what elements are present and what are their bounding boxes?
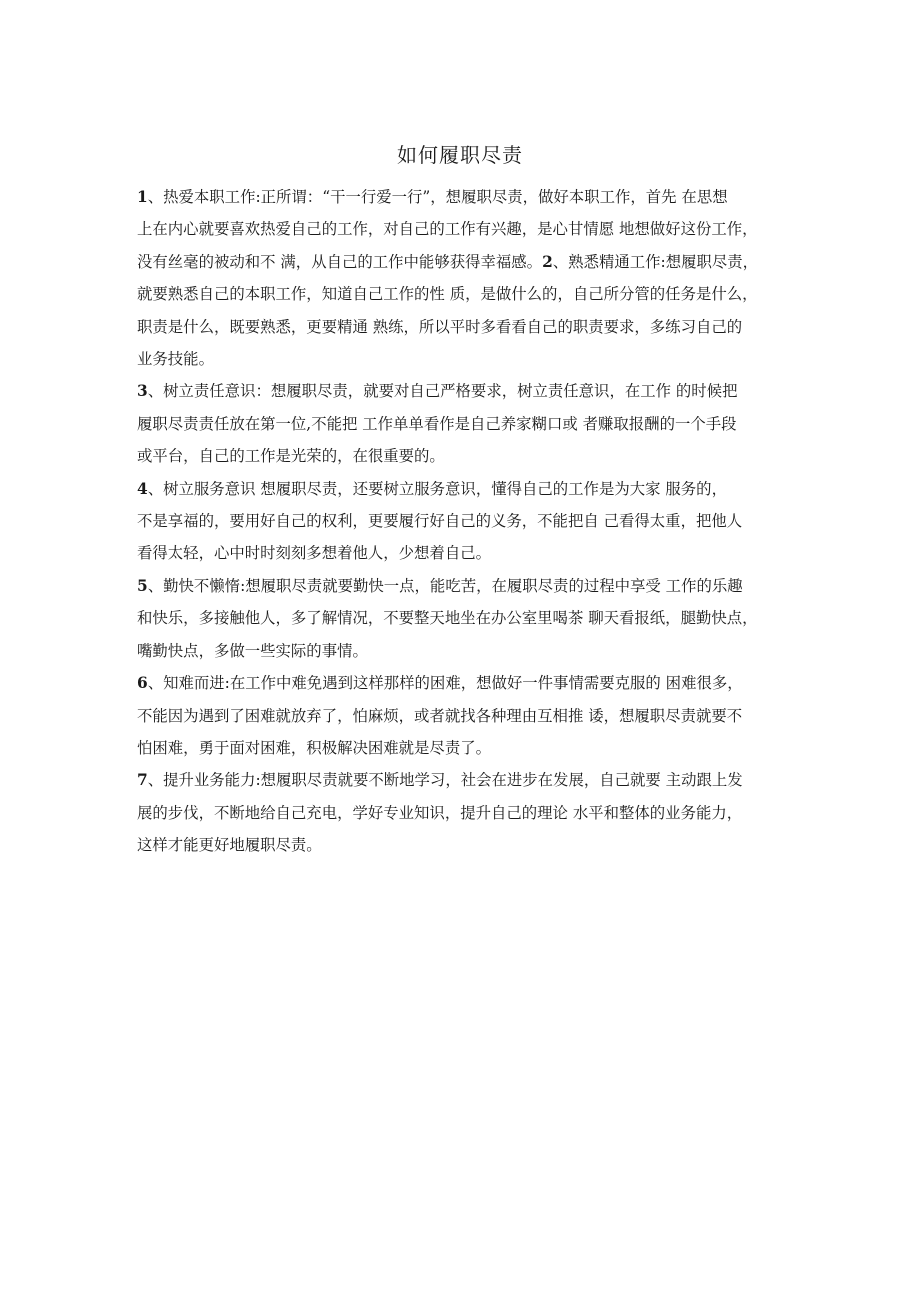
line-text: 这样才能更好地履职尽责。 bbox=[137, 836, 322, 855]
line-text: 就要熟悉自己的本职工作，知道自己工作的性 质，是做什么的，自己所分管的任务是什么， bbox=[137, 285, 758, 304]
line-text: 嘴勤快点，多做一些实际的事情。 bbox=[137, 641, 368, 660]
line-text: 业务技能。 bbox=[137, 350, 214, 369]
item-number: 2 bbox=[542, 252, 553, 271]
line-text: 或平台，自己的工作是光荣的，在很重要的。 bbox=[137, 447, 445, 466]
text-line bbox=[137, 602, 823, 634]
line-text: 履职尽责责任放在第一位,不能把 工作单单看作是自己养家糊口或 者赚取报酬的一个手段 bbox=[137, 414, 737, 433]
line-text: 、知难而进:在工作中难免遇到这样那样的困难，想做好一件事情需要克服的 困难很多， bbox=[147, 674, 743, 693]
text-line bbox=[137, 667, 823, 699]
item-number: 5 bbox=[137, 576, 148, 595]
text-line bbox=[137, 635, 823, 667]
text-line bbox=[137, 764, 823, 796]
text-line bbox=[137, 505, 823, 537]
text-line bbox=[137, 473, 823, 505]
document-body bbox=[137, 181, 823, 862]
text-line bbox=[137, 797, 823, 829]
item-number: 3 bbox=[137, 382, 148, 401]
line-text: 、树立服务意识 想履职尽责，还要树立服务意识，懂得自己的工作是为大家 服务的， bbox=[147, 479, 727, 498]
text-line bbox=[137, 570, 823, 602]
item-number: 6 bbox=[137, 674, 148, 693]
paragraph-1 bbox=[137, 181, 823, 375]
line-text: 、热爱本职工作:正所谓：“干一行爱一行”，想履职尽责，做好本职工作，首先 在思想 bbox=[147, 188, 728, 206]
line-text: 怕困难，勇于面对困难，积极解决困难就是尽责了。 bbox=[137, 738, 491, 757]
line-text: 、勤快不懒惰:想履职尽责就要勤快一点，能吃苦，在履职尽责的过程中享受 工作的乐趣 bbox=[147, 576, 743, 595]
text-line bbox=[137, 700, 823, 732]
line-text: 看得太轻，心中时时刻刻多想着他人，少想着自己。 bbox=[137, 544, 491, 563]
text-line bbox=[137, 246, 823, 278]
text-line bbox=[137, 408, 823, 440]
line-text: 职责是什么，既要熟悉，更要精通 熟练，所以平时多看看自己的职责要求，多练习自己的 bbox=[137, 317, 743, 336]
paragraph-4 bbox=[137, 473, 823, 570]
text-line bbox=[137, 343, 823, 375]
line-text: 、提升业务能力:想履职尽责就要不断地学习，社会在进步在发展，自己就要 主动跟上发 bbox=[147, 771, 743, 790]
line-text: 不是享福的，要用好自己的权利，更要履行好自己的义务，不能把自 己看得太重，把他人 bbox=[137, 512, 743, 531]
line-text: 上在内心就要喜欢热爱自己的工作，对自己的工作有兴趣，是心甘情愿 地想做好这份工作， bbox=[137, 220, 758, 239]
paragraph-7 bbox=[137, 764, 823, 861]
text-line bbox=[137, 829, 823, 861]
text-line bbox=[137, 732, 823, 764]
item-number: 7 bbox=[137, 771, 148, 790]
paragraph-6 bbox=[137, 667, 823, 764]
text-line bbox=[137, 181, 823, 213]
line-text: 展的步伐，不断地给自己充电，学好专业知识，提升自己的理论 水平和整体的业务能力， bbox=[137, 803, 743, 822]
item-number: 1 bbox=[137, 188, 148, 206]
line-text: 和快乐，多接触他人，多了解情况，不要整天地坐在办公室里喝茶 聊天看报纸，腿勤快点， bbox=[137, 609, 758, 628]
line-text: 、熟悉精通工作:想履职尽责， bbox=[552, 252, 759, 271]
paragraph-5 bbox=[137, 570, 823, 667]
text-line bbox=[137, 311, 823, 343]
line-text: 没有丝毫的被动和不 满，从自己的工作中能够获得幸福感。 bbox=[137, 252, 543, 271]
text-line bbox=[137, 440, 823, 472]
text-line bbox=[137, 278, 823, 310]
line-text: 、树立责任意识：想履职尽责，就要对自己严格要求，树立责任意识，在工作 的时候把 bbox=[147, 382, 738, 401]
document-title: 如何履职尽责 bbox=[397, 143, 523, 167]
text-line bbox=[137, 213, 823, 245]
line-text: 不能因为遇到了困难就放弃了，怕麻烦，或者就找各种理由互相推 诿，想履职尽责就要不 bbox=[137, 706, 743, 725]
paragraph-3 bbox=[137, 375, 823, 472]
text-line bbox=[137, 537, 823, 569]
item-number: 4 bbox=[137, 479, 148, 498]
text-line bbox=[137, 375, 823, 407]
